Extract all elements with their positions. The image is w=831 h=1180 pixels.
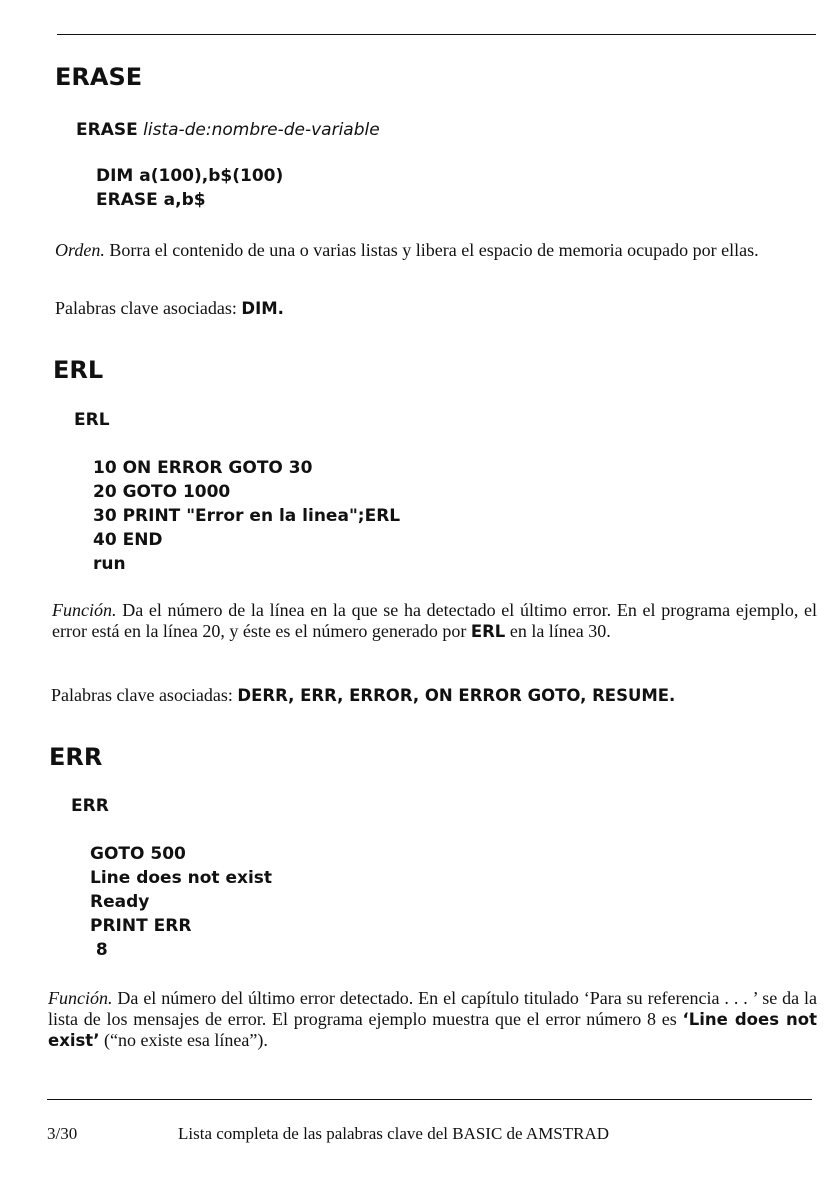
code-line: 10 ON ERROR GOTO 30 [93,458,313,478]
erase-code-example [96,164,283,212]
erl-desc-label: Función. [52,600,117,620]
code-line: 40 END [93,530,163,550]
code-line: 20 GOTO 1000 [93,482,231,502]
code-line: ERASE a,b$ [96,190,206,210]
erase-desc-text: Borra el contenido de una o varias listas y libera el espacio de memoria ocupado por ellas. [109,240,759,260]
erl-heading: ERL [53,356,104,384]
err-desc-keyword: ‘Line does not exist’ [48,1010,817,1050]
err-syntax [71,796,109,816]
code-line: GOTO 500 [90,844,186,864]
assoc-keywords: DIM. [241,299,284,318]
err-desc-label: Función. [48,988,113,1008]
assoc-label: Palabras clave asociadas: [55,298,237,318]
running-title: Lista completa de las palabras clave del BASIC de AMSTRAD [178,1124,610,1143]
code-line: 30 PRINT "Error en la linea";ERL [93,506,401,526]
code-line: Line does not exist [90,868,273,888]
erl-syntax-keyword: ERL [74,410,110,430]
err-desc-text-2: (“no existe esa línea”). [103,1030,268,1050]
erl-associated-keywords [51,685,817,706]
bottom-rule [47,1099,812,1100]
erl-description [52,600,817,642]
page-number: 3/30 [47,1124,78,1143]
top-rule [57,34,816,35]
erl-desc-text-2: en la línea 30. [509,621,611,641]
code-line: Ready [90,892,150,912]
erase-desc-label: Orden. [55,240,105,260]
code-line: PRINT ERR [90,916,192,936]
err-syntax-keyword: ERR [71,796,109,816]
erl-code-example [93,456,400,576]
code-line: 8 [90,940,108,960]
err-heading: ERR [49,743,103,771]
erase-syntax-argument: lista-de:nombre-de-variable [143,120,380,140]
erase-description [55,240,817,261]
assoc-label: Palabras clave asociadas: [51,685,233,705]
erl-desc-text-1: Da el número de la línea en la que se ha detectado el último error. En el programa ejemplo, el error está en la línea 20, y éste es el número generado por [52,600,818,641]
code-line: DIM a(100),b$(100) [96,166,284,186]
erase-syntax [76,120,380,140]
erl-desc-keyword: ERL [470,622,506,641]
err-code-example [90,842,272,962]
err-desc-text-1: Da el número del último error detectado. En el capítulo titulado ‘Para su referencia . . . ’ se da la lista de los mensajes de error. El programa ejemplo muestra que el error número 8 es [48,988,817,1029]
erl-syntax [74,410,110,430]
assoc-keywords: DERR, ERR, ERROR, ON ERROR GOTO, RESUME. [237,686,676,705]
code-line: run [93,554,126,574]
erase-syntax-keyword: ERASE [76,120,138,140]
erase-heading: ERASE [55,63,143,91]
err-description [48,988,817,1051]
erase-associated-keywords [55,298,817,319]
